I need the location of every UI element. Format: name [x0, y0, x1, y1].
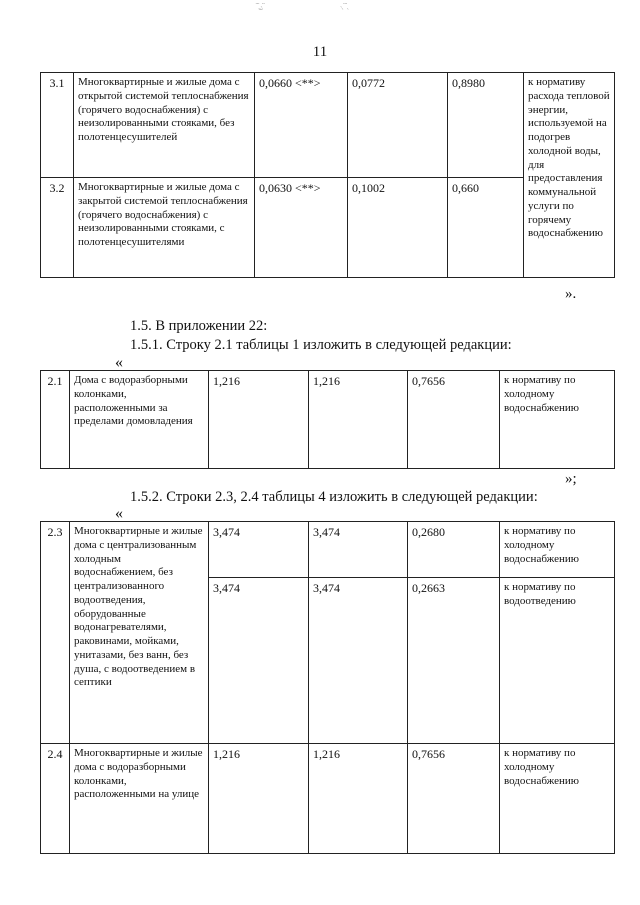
note-cell: к нормативу расхода тепловой энергии, используемой на подогрев холодной воды, для предоставления коммунальной услуги по горячему водоснабжению — [524, 73, 615, 278]
table-middle — [40, 370, 615, 469]
row-description: Многоквартирные и жилые дома с закрытой системой теплоснабжения (горячего водоснабжения) с неизолированными стояками, с полотенцесушителями — [74, 178, 255, 278]
row-number: 2.3 — [41, 522, 70, 744]
table-row — [41, 371, 615, 469]
value-cell: 0,2680 — [408, 522, 500, 578]
table-row — [41, 744, 615, 854]
value-cell: 1,216 — [209, 371, 309, 469]
value-cell: 0,660 — [448, 178, 524, 278]
value-cell: 1,216 — [309, 371, 408, 469]
table-top — [40, 72, 615, 278]
value-cell: 0,7656 — [408, 744, 500, 854]
scan-mark-right: ˴ˏ˙ˋ˙ˏ — [340, 2, 348, 10]
value-cell: 3,474 — [309, 578, 408, 744]
value-cell: 1,216 — [309, 744, 408, 854]
row-number: 3.1 — [41, 73, 74, 178]
value-cell: 0,8980 — [448, 73, 524, 178]
scan-mark-left: ˙ˋ͜˙ˏ˴ˋ˙ — [255, 2, 265, 10]
note-cell: к нормативу по холодному водоснабжению — [500, 744, 615, 854]
row-number: 3.2 — [41, 178, 74, 278]
row-description: Дома с водоразборными колонками, расположенными за пределами домовладения — [70, 371, 209, 469]
row-number: 2.4 — [41, 744, 70, 854]
opening-quote: « — [115, 505, 123, 522]
value-cell: 3,474 — [309, 522, 408, 578]
closing-quote: ». — [565, 286, 577, 302]
closing-quote: »; — [565, 471, 577, 487]
row-description: Многоквартирные и жилые дома с открытой системой теплоснабжения (горячего водоснабжения) с неизолированными стояками, без полотенцесушителей — [74, 73, 255, 178]
opening-quote: « — [115, 354, 123, 371]
value-cell: 0,0772 — [348, 73, 448, 178]
row-description: Многоквартирные и жилые дома с централизованным холодным водоснабжением, без централизованного водоотведения, оборудованные водонагревателями, раковинами, мойками, унитазами, без ванн, без душа, с водоотведением в септики — [70, 522, 209, 744]
value-cell: 0,0630 <**> — [255, 178, 348, 278]
value-cell: 0,7656 — [408, 371, 500, 469]
value-cell: 3,474 — [209, 522, 309, 578]
paragraph-1-5-1: 1.5.1. Строку 2.1 таблицы 1 изложить в следующей редакции: — [130, 337, 512, 353]
note-cell: к нормативу по водоотведению — [500, 578, 615, 744]
row-description: Многоквартирные и жилые дома с водоразборными колонками, расположенными на улице — [70, 744, 209, 854]
value-cell: 0,2663 — [408, 578, 500, 744]
value-cell: 0,0660 <**> — [255, 73, 348, 178]
paragraph-1-5-2: 1.5.2. Строки 2.3, 2.4 таблицы 4 изложить в следующей редакции: — [130, 489, 538, 505]
paragraph-1-5: 1.5. В приложении 22: — [130, 318, 268, 334]
note-cell: к нормативу по холодному водоснабжению — [500, 371, 615, 469]
page-number: 11 — [312, 44, 328, 60]
note-cell: к нормативу по холодному водоснабжению — [500, 522, 615, 578]
table-bottom — [40, 521, 615, 854]
table-row — [41, 522, 615, 578]
row-number: 2.1 — [41, 371, 70, 469]
value-cell: 3,474 — [209, 578, 309, 744]
value-cell: 1,216 — [209, 744, 309, 854]
value-cell: 0,1002 — [348, 178, 448, 278]
table-row — [41, 73, 615, 178]
